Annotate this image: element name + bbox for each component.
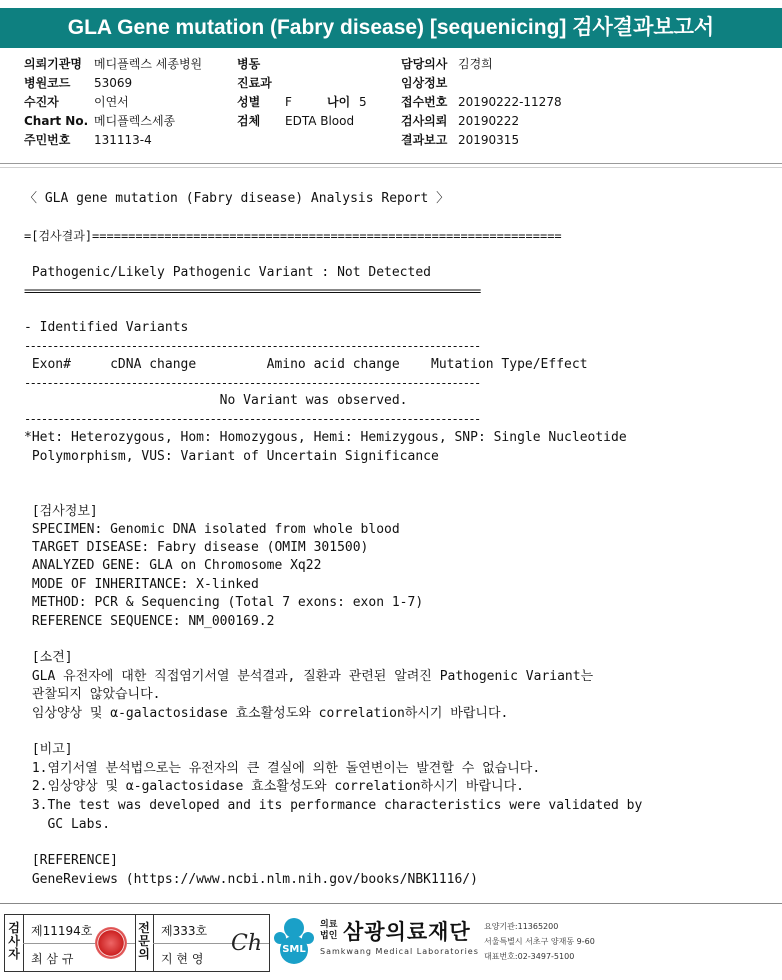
header-row: 의뢰기관명 메디플렉스 세종병원 — [24, 57, 203, 71]
abbreviation-note: *Het: Heterozygous, Hom: Homozygous, Hemi: Hemizygous, SNP: Single Nucleotide — [24, 430, 627, 445]
specialist-name: 지 현 영 — [161, 952, 204, 966]
finding-line: 관찰되지 않았습니다. — [24, 687, 161, 702]
footer-divider — [0, 903, 782, 904]
header-row: 접수번호 20190222-11278 — [401, 95, 562, 109]
header-divider-shadow — [0, 167, 782, 168]
header-row: 병동 — [237, 57, 261, 71]
specialist-label: 전문의 — [138, 921, 150, 961]
result-section-rule: =[검사결과]================================================================= — [24, 229, 562, 243]
test-info-line: MODE OF INHERITANCE: X-linked — [24, 577, 259, 592]
remark-line: 1.염기서열 분석법으로는 유전자의 큰 결실에 의한 돌연변이는 발견할 수 없습니다. — [24, 761, 541, 776]
test-info-title: [검사정보] — [24, 504, 98, 519]
header-row: 병원코드 53069 — [24, 76, 133, 90]
tester-license-number: 제11194호 — [31, 924, 93, 938]
reference-title: [REFERENCE] — [24, 853, 118, 868]
identified-variants-title: - Identified Variants — [24, 320, 189, 335]
remark-line: 3.The test was developed and its performance characteristics were validated by — [24, 798, 643, 813]
institution-english-name: Samkwang Medical Laboratories — [320, 947, 479, 956]
logo-text: SML — [282, 944, 306, 955]
test-info-line: SPECIMEN: Genomic DNA isolated from whole blood — [24, 522, 400, 537]
institution-code: 요양기관:11365200 — [484, 922, 559, 931]
header-row: 결과보고 20190315 — [401, 133, 520, 147]
pathogenic-result: Pathogenic/Likely Pathogenic Variant : Not Detected — [24, 265, 431, 280]
header-row: 성별 F 나이 5 — [237, 95, 367, 109]
test-info-line: REFERENCE SEQUENCE: NM_000169.2 — [24, 614, 275, 629]
institution-phone: 대표번호:02-3497-5100 — [484, 952, 575, 961]
tester-name: 최 삼 규 — [31, 952, 74, 966]
table-rule: --------------------------------------------------------------------------------- — [24, 412, 480, 426]
table-rule: --------------------------------------------------------------------------------- — [24, 339, 480, 353]
report-title: GLA Gene mutation (Fabry disease) [sequenicing] 검사결과보고서 — [0, 8, 782, 48]
specialist-signature: Ch — [231, 931, 263, 956]
test-info-line: ANALYZED GENE: GLA on Chromosome Xq22 — [24, 558, 322, 573]
table-rule: --------------------------------------------------------------------------------- — [24, 376, 480, 390]
institution-prefix: 의료법인 — [320, 920, 338, 941]
header-row: 검사의뢰 20190222 — [401, 114, 520, 128]
header-divider — [0, 163, 782, 164]
remark-line: 2.임상양상 및 α-galactosidase 효소활성도와 correlation하시기 바랍니다. — [24, 779, 524, 794]
tester-label: 검사자 — [8, 921, 20, 961]
variant-table-header: Exon# cDNA change Amino acid change Mutation Type/Effect — [24, 357, 588, 372]
header-row: 임상정보 — [401, 76, 448, 90]
header-row: 검체 EDTA Blood — [237, 114, 355, 128]
finding-line: GLA 유전자에 대한 직접염기서열 분석결과, 질환과 관련된 알려진 Pathogenic Variant는 — [24, 669, 594, 684]
sml-logo-icon — [272, 916, 316, 968]
header-row: 진료과 — [237, 76, 272, 90]
header-col-1 — [24, 55, 202, 150]
specialist-license-number: 제333호 — [161, 924, 208, 938]
abbreviation-note: Polymorphism, VUS: Variant of Uncertain Significance — [24, 449, 439, 464]
no-variant-text: No Variant was observed. — [24, 393, 408, 408]
header-col-3 — [401, 55, 562, 150]
signature-box — [4, 914, 270, 972]
header-row: 주민번호 131113-4 — [24, 133, 152, 147]
reference-link[interactable]: GeneReviews (https://www.ncbi.nlm.nih.gov/books/NBK1116/) — [24, 872, 478, 887]
remark-title: [비고] — [24, 742, 73, 757]
header-col-2 — [237, 55, 367, 131]
header-row: 수진자 이연서 — [24, 95, 129, 109]
finding-title: [소견] — [24, 650, 73, 665]
double-rule: ================================================================================= — [24, 284, 480, 298]
test-info-line: TARGET DISEASE: Fabry disease (OMIM 301500) — [24, 540, 369, 555]
remark-line: GC Labs. — [24, 817, 111, 832]
institution-address: 서울특별시 서초구 양재동 9-60 — [484, 937, 595, 946]
header-row: 담당의사 김경희 — [401, 57, 493, 71]
test-info-line: METHOD: PCR & Sequencing (Total 7 exons: exon 1-7) — [24, 595, 424, 610]
finding-line: 임상양상 및 α-galactosidase 효소활성도와 correlation하시기 바랍니다. — [24, 706, 509, 721]
institution-name: 삼광의료재단 — [343, 920, 471, 944]
header-row: Chart No. 메디플렉스세종 — [24, 114, 176, 128]
report-heading: 〈 GLA gene mutation (Fabry disease) Analysis Report 〉 — [24, 191, 450, 206]
tester-seal-stamp — [95, 927, 127, 959]
